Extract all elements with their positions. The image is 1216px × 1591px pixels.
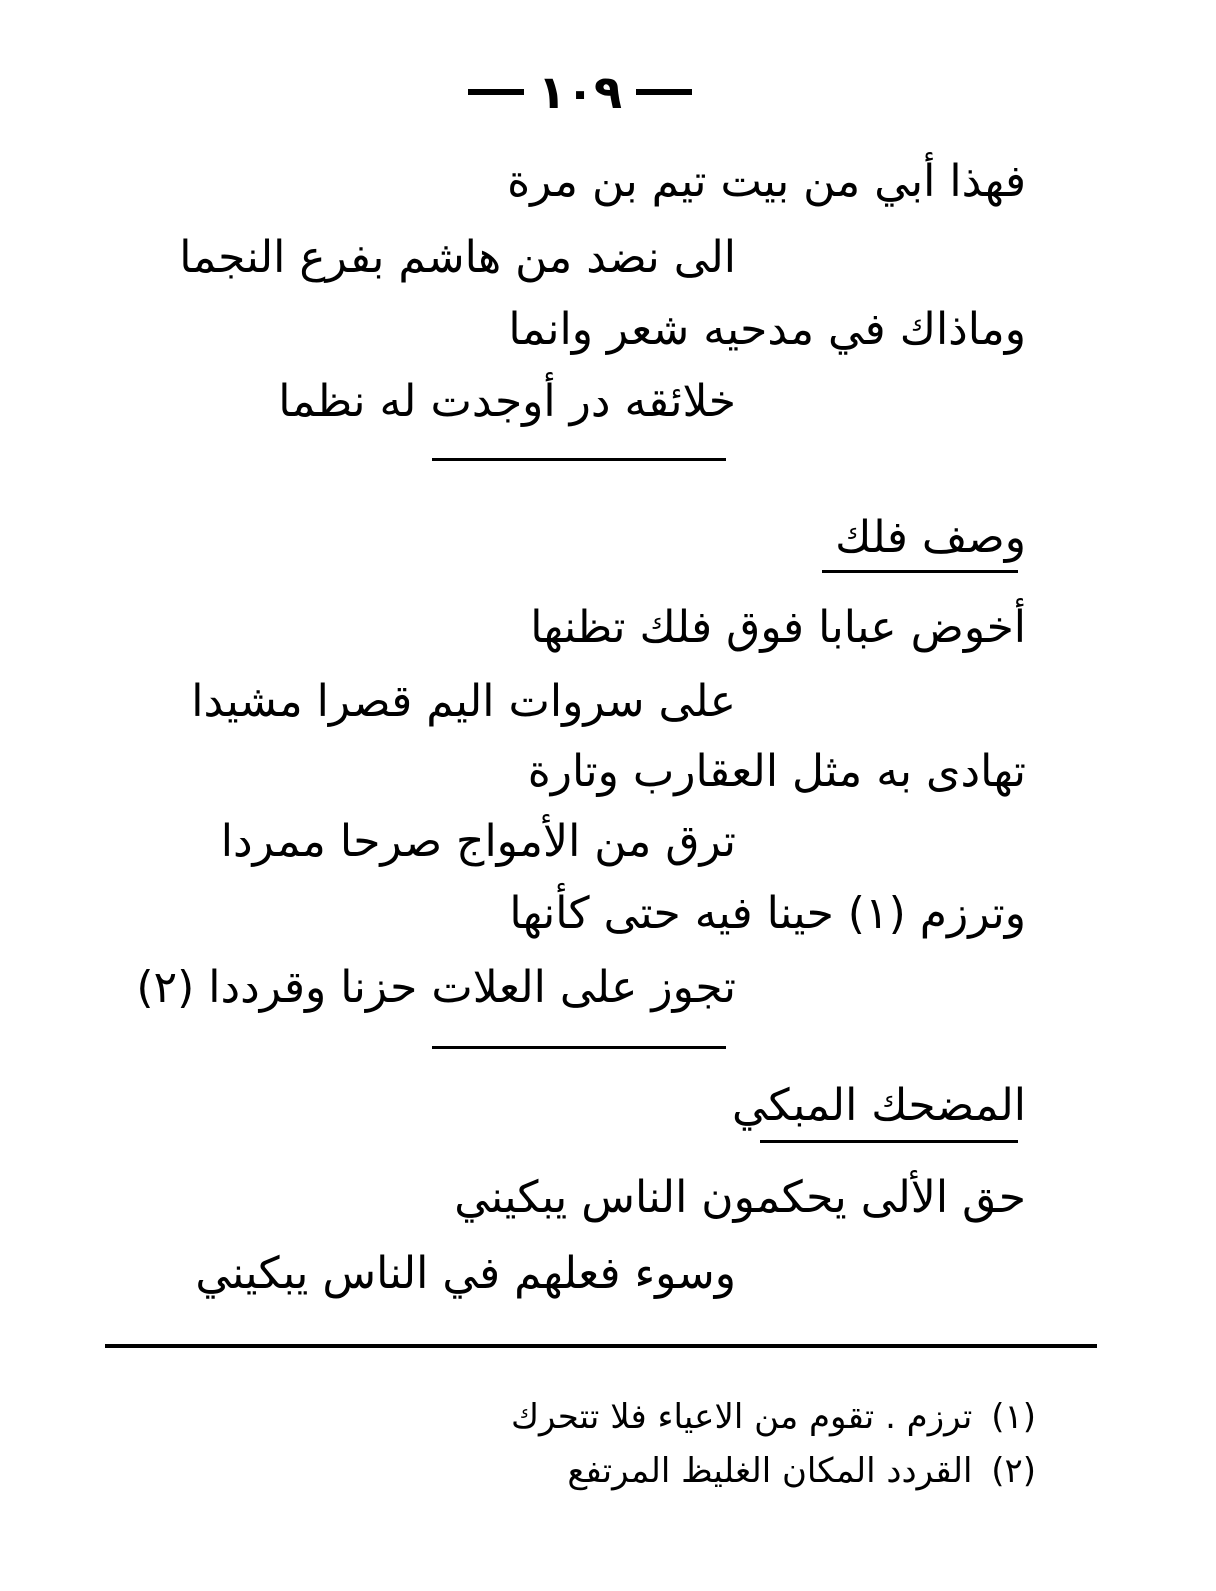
- poem-2-line-6: تجوز على العلات حزنا وقرددا (٢): [136, 962, 736, 1013]
- poem-2-line-1: أخوض عبابا فوق فلك تظنها: [530, 602, 1026, 653]
- footnote-2-marker: (٢): [991, 1451, 1036, 1491]
- footnote-2-text: القردد المكان الغليظ المرتفع: [567, 1451, 973, 1491]
- poem-2-line-3: تهادى به مثل العقارب وتارة: [527, 746, 1026, 797]
- poem-2-line-2: على سروات اليم قصرا مشيدا: [191, 676, 736, 727]
- poem-3-line-2: وسوء فعلهم في الناس يبكيني: [195, 1248, 736, 1299]
- poem-2-line-4: ترق من الأمواج صرحا ممردا: [220, 816, 736, 867]
- poem-1-line-2: الى نضد من هاشم بفرع النجما: [179, 232, 736, 283]
- poem-1-line-1: فهذا أبي من بيت تيم بن مرة: [507, 156, 1026, 207]
- poem-1-line-4: خلائقه در أوجدت له نظما: [278, 376, 736, 427]
- poem-2-title-underline: [822, 570, 1018, 573]
- poem-3-title: المضحك المبكي: [731, 1080, 1026, 1131]
- footnote-1: [511, 1394, 1036, 1442]
- poem-2-title: وصف فلك: [835, 512, 1026, 563]
- footnote-1-text: ترزم . تقوم من الاعياء فلا تتحرك: [510, 1397, 973, 1437]
- poem-1-line-3: وماذاك في مدحيه شعر وانما: [508, 304, 1026, 355]
- footnote-2: [567, 1448, 1036, 1496]
- page-number: [460, 62, 700, 122]
- page-number-text: ١٠٩: [537, 65, 623, 119]
- poem-3-title-underline: [760, 1140, 1018, 1143]
- page-number-dash-left: [468, 89, 524, 95]
- poem-3-line-1: حق الألى يحكمون الناس يبكيني: [454, 1172, 1026, 1223]
- section-separator-1: [432, 458, 726, 461]
- section-separator-2: [432, 1046, 726, 1049]
- page-number-dash-right: [636, 89, 692, 95]
- footnote-1-marker: (١): [991, 1397, 1036, 1437]
- poem-2-line-5: وترزم (١) حينا فيه حتى كأنها: [509, 888, 1026, 939]
- footnote-rule: [105, 1344, 1097, 1348]
